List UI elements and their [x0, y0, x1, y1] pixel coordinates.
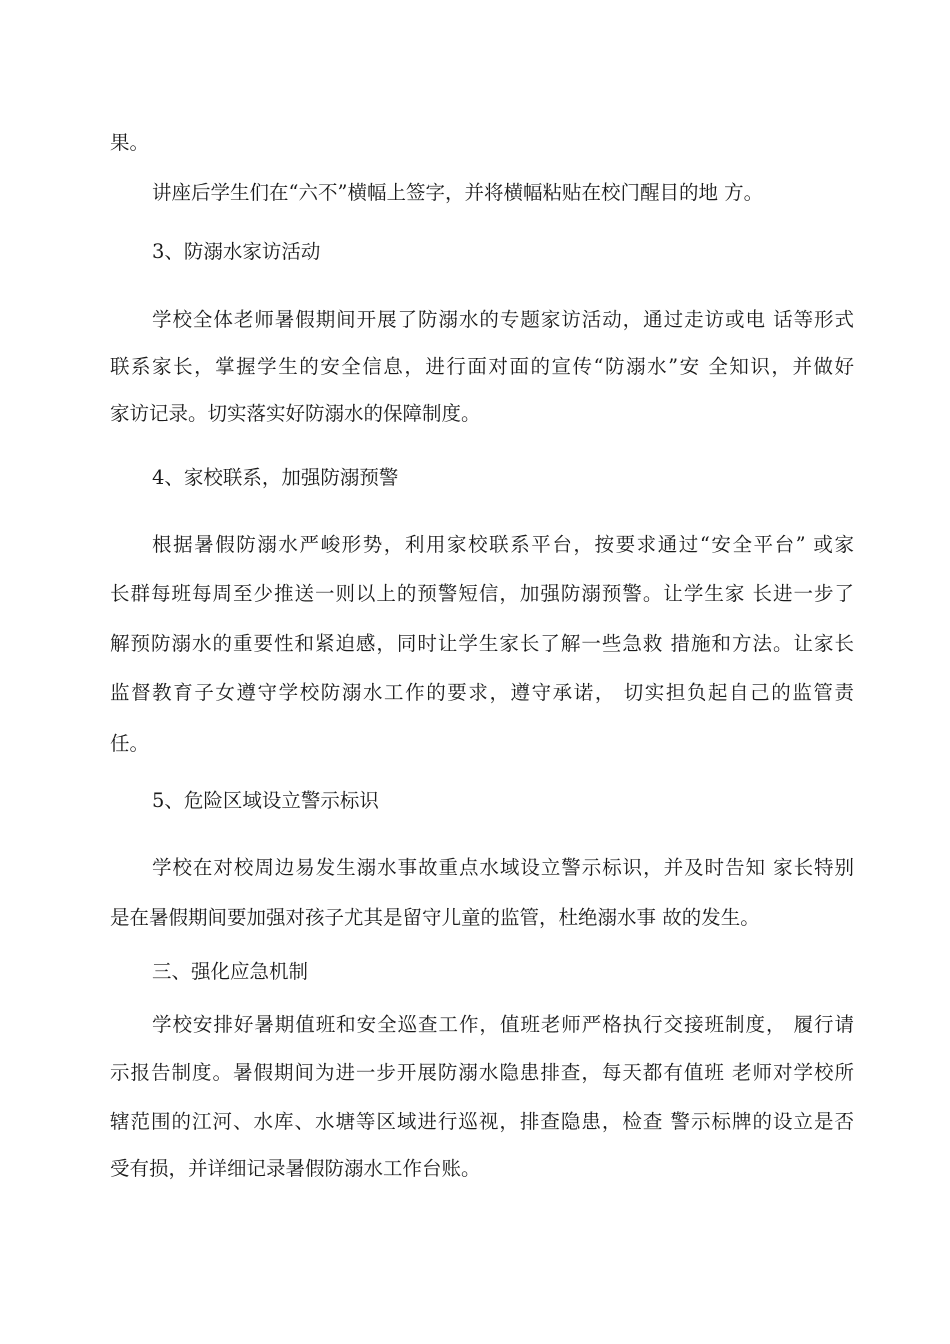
paragraph-line: 学校在对校周边易发生溺水事故重点水域设立警示标识，并及时告知 家长特别 [152, 856, 854, 879]
paragraph-line: 监督教育子女遵守学校防溺水工作的要求，遵守承诺， 切实担负起自己的监管责 [110, 681, 854, 704]
section-heading-5: 5、危险区域设立警示标识 [152, 789, 379, 812]
paragraph-line: 解预防溺水的重要性和紧迫感，同时让学生家长了解一些急救 措施和方法。让家长 [110, 632, 854, 655]
paragraph-line: 联系家长，掌握学生的安全信息，进行面对面的宣传“防溺水”安 全知识，并做好 [110, 355, 854, 378]
section-heading-4: 4、家校联系，加强防溺预警 [152, 466, 399, 489]
paragraph-line: 学校全体老师暑假期间开展了防溺水的专题家访活动，通过走访或电 话等形式 [152, 308, 854, 331]
paragraph-line: 根据暑假防溺水严峻形势，利用家校联系平台，按要求通过“安全平台” 或家 [152, 533, 854, 556]
paragraph-line: 讲座后学生们在“六不”横幅上签字，并将横幅粘贴在校门醒目的地 方。 [152, 181, 764, 204]
paragraph-line: 示报告制度。暑假期间为进一步开展防溺水隐患排查，每天都有值班 老师对学校所 [110, 1061, 854, 1084]
paragraph-line: 受有损，并详细记录暑假防溺水工作台账。 [110, 1157, 481, 1180]
paragraph-line: 家访记录。切实落实好防溺水的保障制度。 [110, 402, 481, 425]
paragraph-tail-line: 果。 [110, 131, 150, 154]
paragraph-line: 是在暑假期间要加强对孩子尤其是留守儿童的监管，杜绝溺水事 故的发生。 [110, 906, 760, 929]
paragraph-tail-line: 任。 [110, 732, 150, 755]
paragraph-line: 学校安排好暑期值班和安全巡查工作，值班老师严格执行交接班制度， 履行请 [152, 1013, 854, 1036]
paragraph-line: 辖范围的江河、水库、水塘等区域进行巡视，排查隐患，检查 警示标牌的设立是否 [110, 1110, 854, 1133]
section-heading-three: 三、强化应急机制 [152, 960, 309, 983]
section-heading-3: 3、防溺水家访活动 [152, 240, 321, 263]
paragraph-line: 长群每班每周至少推送一则以上的预警短信，加强防溺预警。让学生家 长进一步了 [110, 582, 854, 605]
